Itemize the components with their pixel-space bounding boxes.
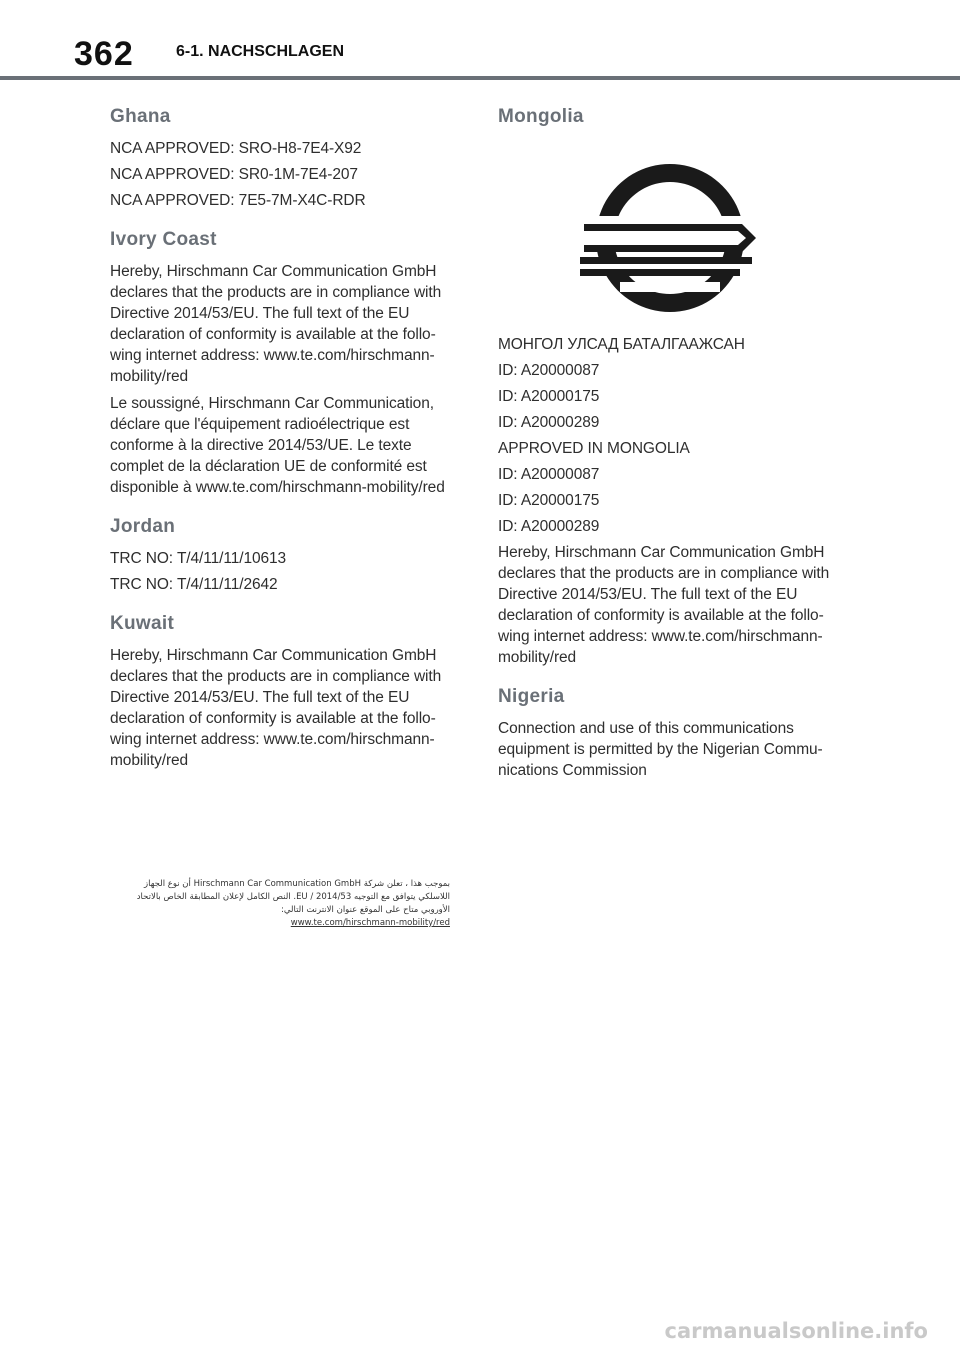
heading-mongolia: Mongolia (498, 106, 584, 127)
mongolia-line: ID: A20000289 (498, 414, 600, 431)
mongolia-approval-mark (498, 140, 850, 316)
section-ivory-coast (110, 225, 462, 498)
ghana-line: NCA APPROVED: 7E5-7M-X4C-RDR (110, 192, 366, 209)
mongolia-line: ID: A20000175 (498, 388, 600, 405)
nigeria-paragraph: Connection and use of this communications equipment is permitted by the Nigerian Commu-nications Commission (498, 720, 823, 779)
arabic-declaration-url: www.te.com/hirschmann-mobility/red (290, 918, 450, 928)
mongolia-line: ID: A20000087 (498, 466, 600, 483)
section-mongolia (498, 102, 850, 668)
ghana-line: NCA APPROVED: SR0-1M-7E4-207 (110, 166, 358, 183)
mongolia-line: APPROVED IN MONGOLIA (498, 440, 690, 457)
page-number: 362 (74, 35, 134, 73)
ivory-coast-english-paragraph: Hereby, Hirschmann Car Communication GmbH declares that the products are in compliance with Directive 2014/53/EU. The full text of the EU declaration of conformity is available at the follo-wing internet address: www.te.com/hirschmann-mobility/red (110, 263, 442, 385)
section-jordan (110, 512, 462, 595)
heading-kuwait: Kuwait (110, 613, 175, 634)
mongolia-paragraph: Hereby, Hirschmann Car Communication GmbH declares that the products are in compliance with Directive 2014/53/EU. The full text of the EU declaration of conformity is available at the follo-wing internet address: www.te.com/hirschmann-mobility/red (498, 544, 830, 666)
heading-jordan: Jordan (110, 516, 176, 537)
heading-nigeria: Nigeria (498, 686, 565, 707)
heading-ivory-coast: Ivory Coast (110, 229, 217, 250)
section-kuwait (110, 609, 462, 771)
left-column (110, 102, 462, 785)
chapter-title: 6-1. NACHSCHLAGEN (176, 43, 345, 60)
page-header (0, 0, 960, 80)
kuwait-paragraph: Hereby, Hirschmann Car Communication GmbH declares that the products are in compliance with Directive 2014/53/EU. The full text of the EU declaration of conformity is available at the follo-wing internet address: www.te.com/hirschmann-mobility/red (110, 647, 442, 769)
mongolia-line: ID: A20000087 (498, 362, 600, 379)
mongolia-line: ID: A20000175 (498, 492, 600, 509)
ivory-coast-french-paragraph: Le soussigné, Hirschmann Car Communication, déclare que l'équipement radioélectrique est conforme à la directive 2014/53/UE. Le texte complet de la déclaration UE de conformité est disponible à www.te.com/hirschmann-mobility/red (110, 395, 445, 496)
header-rule (0, 76, 960, 80)
jordan-line: TRC NO: T/4/11/11/10613 (110, 550, 287, 567)
section-nigeria (498, 682, 850, 781)
mongolia-approval-logo-icon (580, 158, 760, 318)
right-column (498, 102, 850, 795)
section-ghana (110, 102, 462, 211)
jordan-line: TRC NO: T/4/11/11/2642 (110, 576, 278, 593)
arabic-declaration (112, 878, 450, 930)
heading-ghana: Ghana (110, 106, 171, 127)
mongolia-line: ID: A20000289 (498, 518, 600, 535)
watermark: carmanualsonline.info (664, 1319, 928, 1343)
ghana-line: NCA APPROVED: SRO-H8-7E4-X92 (110, 140, 362, 157)
arabic-declaration-text: بموجب هذا ، تعلن شركة Hirschmann Car Communication GmbH أن نوع الجهاز اللاسلكي يتوافق مع التوجيه 2014/53 / EU. النص الكامل لإعلان المطابقة الخاص بالاتحاد الأوروبي متاح على الموقع عنوان الانترنت التالي: (136, 879, 450, 915)
mongolia-line: МОНГОЛ УЛСАД БАТАЛГААЖСАН (498, 336, 745, 353)
